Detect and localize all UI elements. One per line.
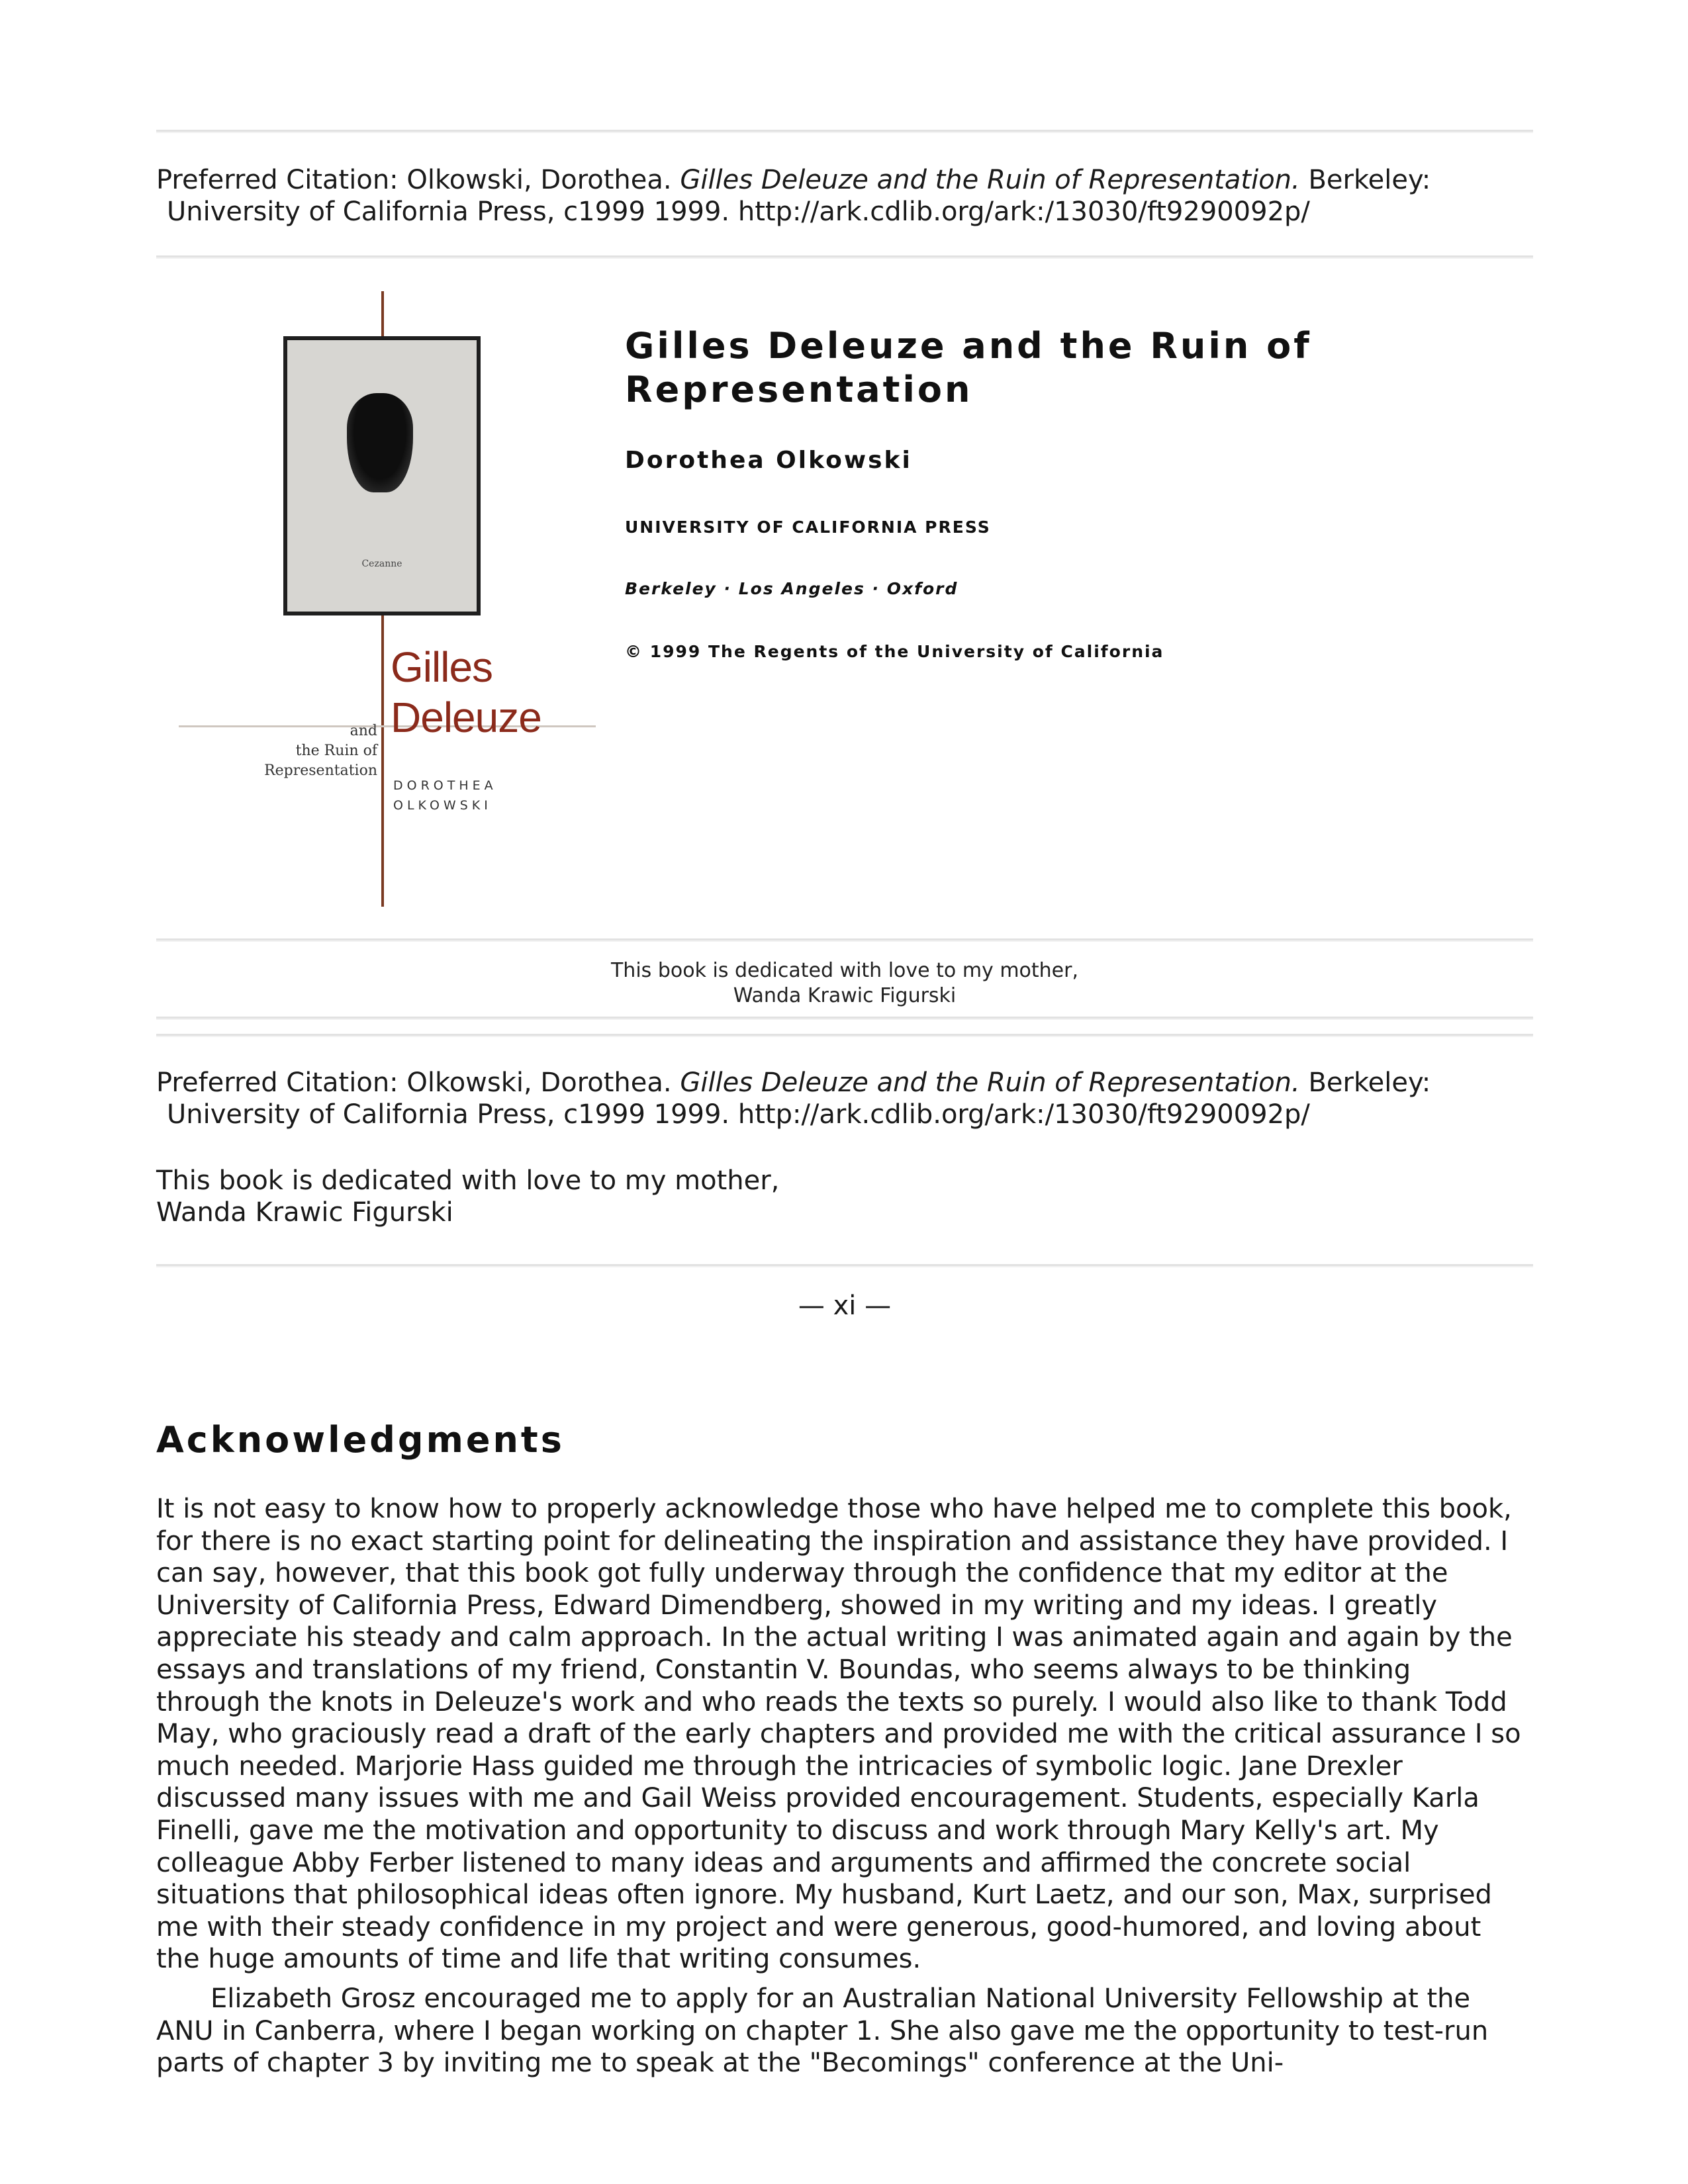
citation-divider xyxy=(156,255,1533,259)
acknowledgments-paragraph-2 xyxy=(156,1983,1546,2079)
acknowledgments-paragraph-1 xyxy=(156,1493,1546,1976)
text-line: me with their steady confidence in my project and were generous, good-humored, and loving about xyxy=(156,1911,1481,1942)
title-page-block xyxy=(625,324,1512,661)
text-line: the huge amounts of time and life that writing consumes. xyxy=(156,1944,921,1975)
text-line: Finelli, gave me the motivation and opportunity to discuss and work through Mary Kelly's art. My xyxy=(156,1815,1439,1846)
publisher: UNIVERSITY OF CALIFORNIA PRESS xyxy=(625,518,991,537)
dedication-line2: Wanda Krawic Figurski xyxy=(156,1197,453,1228)
dedication-line2: Wanda Krawic Figurski xyxy=(733,984,957,1007)
text-line: essays and translations of my friend, Constantin V. Boundas, who seems always to be thinking xyxy=(156,1654,1411,1685)
cover-subtitle-line2: the Ruin of xyxy=(295,743,377,759)
text-line: colleague Abby Ferber listened to many ideas and arguments and affirmed the concrete social xyxy=(156,1847,1411,1878)
dedication-line1: This book is dedicated with love to my mother, xyxy=(610,959,1079,982)
book-cover-image xyxy=(172,291,596,907)
dedication-centered xyxy=(156,958,1533,1009)
cover-bottom-divider xyxy=(156,938,1533,942)
book-author: Dorothea Olkowski xyxy=(625,447,912,474)
dedication-line1: This book is dedicated with love to my mother, xyxy=(156,1165,780,1196)
cover-title xyxy=(391,642,541,743)
citation-title: Gilles Deleuze and the Ruin of Representation. xyxy=(680,1068,1300,1098)
text-line: It is not easy to know how to properly acknowledge those who have helped me to complete this book, xyxy=(156,1494,1512,1524)
citation-prefix: Preferred Citation: Olkowski, Dorothea. xyxy=(156,1068,680,1098)
text-line: Elizabeth Grosz encouraged me to apply for an Australian National University Fellowship at the xyxy=(211,1983,1471,2014)
text-line: for there is no exact starting point for delineating the inspiration and assistance they have provided. I xyxy=(156,1525,1509,1557)
page-number: — xi — xyxy=(798,1291,892,1321)
preferred-citation xyxy=(156,164,1540,228)
acknowledgments-heading: Acknowledgments xyxy=(156,1419,565,1461)
cover-subtitle-line1: and xyxy=(350,723,377,739)
cover-author-line1: DOROTHEA xyxy=(393,778,497,793)
text-line: parts of chapter 3 by inviting me to speak at the "Becomings" conference at the Uni- xyxy=(156,2048,1284,2079)
text-line: ANU in Canberra, where I began working on chapter 1. She also gave me the opportunity to test-run xyxy=(156,2015,1489,2046)
cover-painting xyxy=(283,336,481,615)
text-line: University of California Press, Edward Dimendberg, showed in my writing and my ideas. I greatly xyxy=(156,1590,1438,1621)
cover-painting-figure xyxy=(347,393,413,492)
text-line: can say, however, that this book got fully underway through the confidence that my editor at the xyxy=(156,1558,1448,1589)
dedication-divider xyxy=(156,1017,1533,1020)
cover-painting-caption: Cezanne xyxy=(361,559,402,569)
citation-publisher-line: University of California Press, c1999 1999. http://ark.cdlib.org/ark:/13030/ft9290092p/ xyxy=(167,197,1310,227)
text-line: situations that philosophical ideas often ignore. My husband, Kurt Laetz, and our son, Max, surprised xyxy=(156,1880,1492,1911)
citation-place: Berkeley: xyxy=(1299,165,1431,195)
cover-title-line2: Deleuze xyxy=(391,694,541,741)
page-break-divider xyxy=(156,1264,1533,1267)
text-line: much needed. Marjorie Hass guided me through the intricacies of symbolic logic. Jane Drexler xyxy=(156,1751,1403,1782)
copyright-notice: © 1999 The Regents of the University of California xyxy=(625,642,1164,661)
citation-title: Gilles Deleuze and the Ruin of Representation. xyxy=(680,165,1300,195)
top-divider xyxy=(156,130,1533,133)
text-line: through the knots in Deleuze's work and who reads the texts so purely. I would also like to thank Todd xyxy=(156,1686,1507,1717)
book-title: Gilles Deleuze and the Ruin of Representation xyxy=(625,325,1312,410)
cover-author xyxy=(393,776,497,815)
citation-place: Berkeley: xyxy=(1299,1068,1431,1098)
citation-prefix: Preferred Citation: Olkowski, Dorothea. xyxy=(156,165,680,195)
text-line: May, who graciously read a draft of the early chapters and provided me with the critical assurance I so xyxy=(156,1719,1521,1750)
text-line: discussed many issues with me and Gail Weiss provided encouragement. Students, especially Karla xyxy=(156,1783,1479,1814)
citation-publisher-line: University of California Press, c1999 1999. http://ark.cdlib.org/ark:/13030/ft9290092p/ xyxy=(167,1099,1310,1130)
publisher-places: Berkeley · Los Angeles · Oxford xyxy=(625,579,959,598)
text-line: appreciate his steady and calm approach. In the actual writing I was animated again and again by the xyxy=(156,1622,1513,1653)
cover-author-line2: OLKOWSKI xyxy=(393,798,492,813)
cover-title-line1: Gilles xyxy=(391,643,493,691)
dedication-divider-second xyxy=(156,1034,1533,1037)
dedication-text xyxy=(156,1165,1149,1228)
cover-subtitle-line3: Representation xyxy=(264,762,377,779)
cover-subtitle xyxy=(264,721,377,781)
preferred-citation-repeat xyxy=(156,1067,1540,1130)
